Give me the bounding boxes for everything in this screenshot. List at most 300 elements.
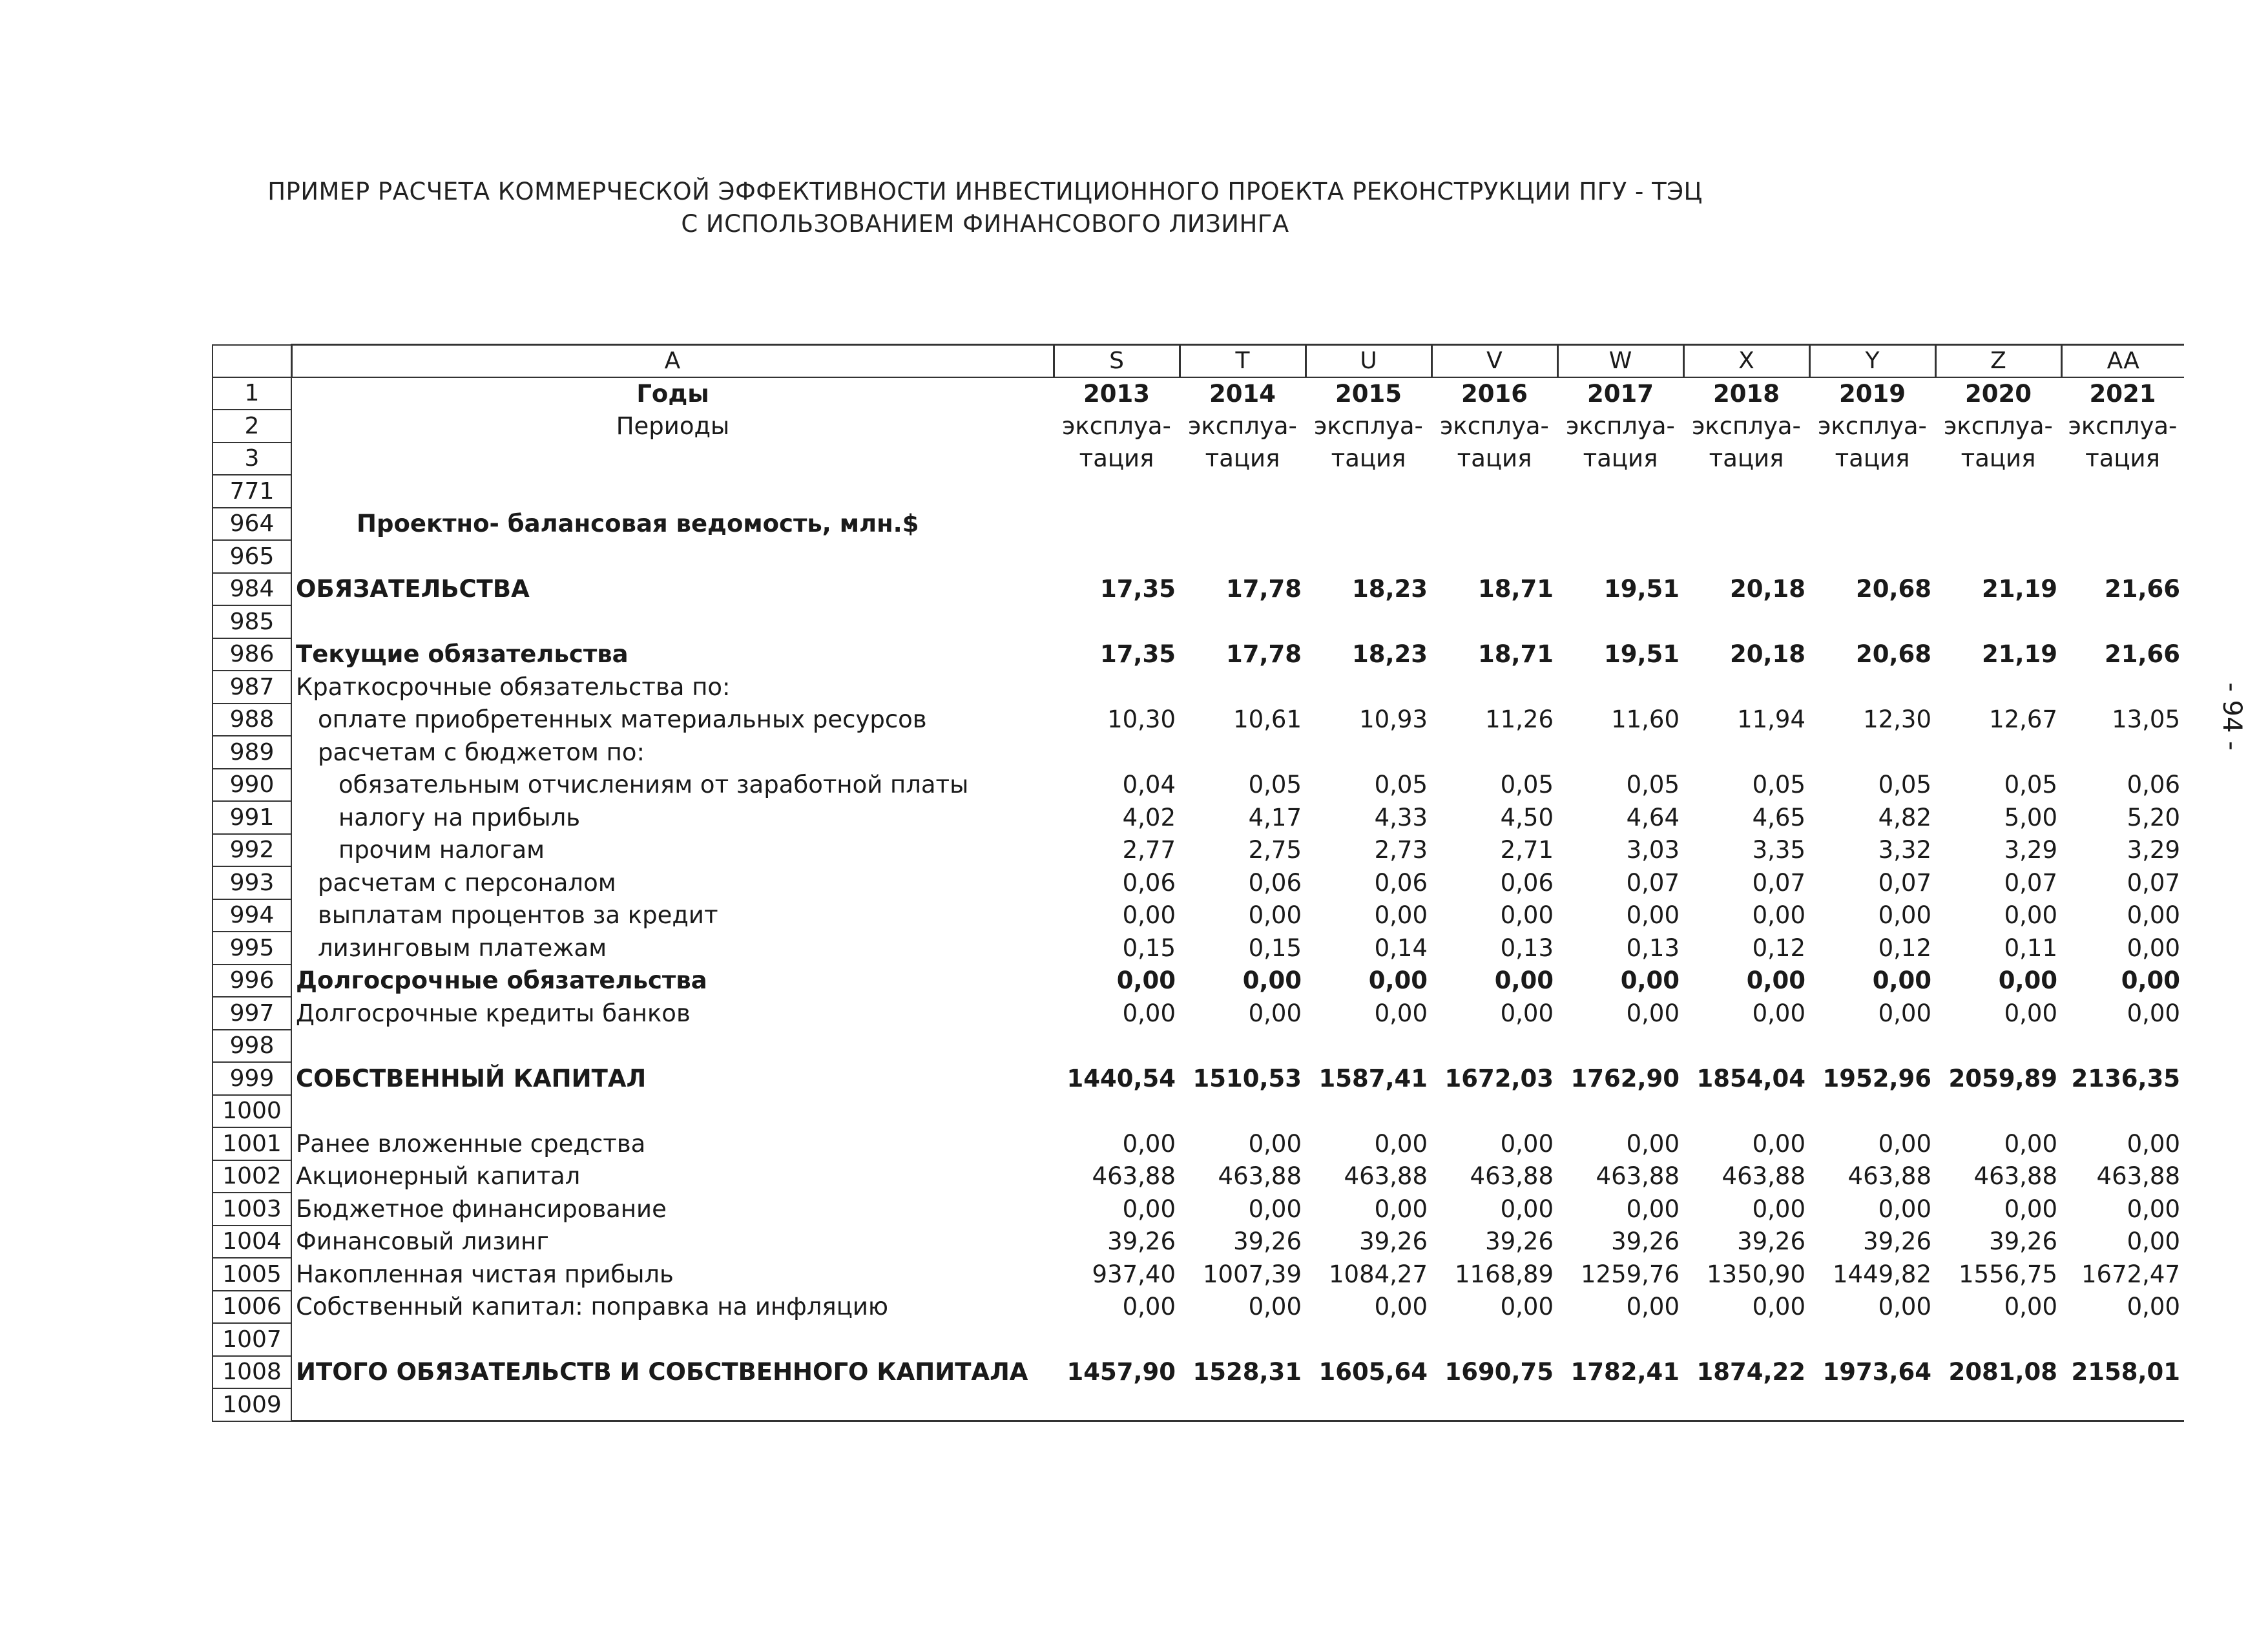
value-cell: 39,26	[1485, 1227, 1554, 1256]
table-row	[213, 736, 2184, 769]
year-cell: 2020	[1965, 379, 2032, 408]
value-cell: 39,26	[1233, 1227, 1302, 1256]
value-cell	[1557, 475, 1683, 508]
value-cell: 0,00	[1626, 999, 1680, 1027]
value-cell	[1809, 605, 1935, 638]
value-cell	[1935, 1095, 2061, 1128]
period-cell: тация	[2085, 444, 2160, 473]
years-row	[213, 377, 2184, 410]
periods-label: Периоды	[616, 412, 730, 440]
row-label: Финансовый лизинг	[296, 1227, 549, 1256]
value-cell: 0,04	[1122, 771, 1176, 799]
value-cell: 1587,41	[1318, 1064, 1428, 1092]
value-cell	[1431, 1323, 1557, 1356]
table-row	[213, 1030, 2184, 1063]
row-number: 1	[213, 377, 291, 410]
value-cell: 18,71	[1477, 640, 1554, 669]
value-cell: 0,00	[1626, 1293, 1680, 1321]
table-row	[213, 932, 2184, 965]
value-cell: 0,00	[1998, 966, 2057, 995]
value-cell: 0,12	[1878, 934, 1931, 962]
value-cell	[1683, 1095, 1809, 1128]
table-row	[213, 997, 2184, 1030]
row-number: 995	[213, 932, 291, 965]
value-cell: 39,26	[1611, 1227, 1680, 1256]
value-cell	[1180, 736, 1306, 769]
value-cell: 0,06	[1374, 868, 1428, 897]
row-number: 991	[213, 801, 291, 834]
value-cell: 0,00	[2127, 1293, 2180, 1321]
value-cell: 0,06	[2127, 771, 2180, 799]
value-cell: 1556,75	[1958, 1260, 2057, 1288]
value-cell: 11,94	[1737, 705, 1805, 734]
corner-cell	[213, 345, 291, 377]
value-cell: 1510,53	[1192, 1064, 1302, 1092]
value-cell: 0,00	[1752, 1129, 1805, 1158]
table-row	[213, 1291, 2184, 1324]
value-cell: 0,07	[1878, 868, 1931, 897]
period-cell: эксплуа-	[1566, 412, 1675, 440]
value-cell	[1306, 475, 1431, 508]
value-cell: 20,68	[1855, 640, 1931, 669]
value-cell: 1854,04	[1696, 1064, 1805, 1092]
value-cell: 0,00	[2127, 999, 2180, 1027]
value-cell: 0,00	[1752, 1293, 1805, 1321]
value-cell	[1809, 475, 1935, 508]
value-cell: 0,00	[1122, 1129, 1176, 1158]
value-cell: 0,00	[2127, 1129, 2180, 1158]
row-label: СОБСТВЕННЫЙ КАПИТАЛ	[296, 1064, 647, 1092]
table-row	[213, 899, 2184, 932]
value-cell: 1449,82	[1832, 1260, 1931, 1288]
value-cell: 0,00	[1368, 966, 1428, 995]
value-cell: 39,26	[1107, 1227, 1176, 1256]
value-cell	[1180, 605, 1306, 638]
value-cell	[1306, 671, 1431, 704]
value-cell: 3,03	[1626, 836, 1680, 864]
value-cell	[1431, 1388, 1557, 1421]
table-row	[213, 475, 2184, 508]
row-number: 985	[213, 605, 291, 638]
value-cell: 17,35	[1099, 640, 1176, 669]
value-cell	[2061, 1388, 2184, 1421]
year-cell: 2021	[2089, 379, 2156, 408]
value-cell	[1306, 605, 1431, 638]
table-row	[213, 671, 2184, 704]
value-cell	[1431, 671, 1557, 704]
value-cell	[1054, 1388, 1180, 1421]
table-row	[213, 834, 2184, 867]
value-cell	[2061, 736, 2184, 769]
value-cell: 937,40	[1092, 1260, 1176, 1288]
col-letter: Y	[1809, 345, 1935, 377]
row-number: 990	[213, 769, 291, 802]
value-cell: 0,00	[1116, 966, 1176, 995]
row-number: 771	[213, 475, 291, 508]
value-cell	[1431, 736, 1557, 769]
row-label	[291, 1388, 1054, 1421]
year-cell: 2013	[1083, 379, 1150, 408]
year-cell: 2017	[1587, 379, 1654, 408]
table-row	[213, 965, 2184, 997]
value-cell: 3,29	[2004, 836, 2057, 864]
value-cell: 0,00	[1122, 1195, 1176, 1223]
row-number: 1001	[213, 1127, 291, 1160]
value-cell: 1440,54	[1066, 1064, 1176, 1092]
value-cell: 0,06	[1248, 868, 1302, 897]
value-cell	[1054, 605, 1180, 638]
value-cell: 0,00	[1626, 1195, 1680, 1223]
value-cell: 0,00	[1374, 1129, 1428, 1158]
value-cell: 0,00	[1500, 999, 1554, 1027]
value-cell	[1557, 605, 1683, 638]
value-cell: 0,00	[1752, 999, 1805, 1027]
value-cell	[2061, 605, 2184, 638]
value-cell: 0,07	[1752, 868, 1805, 897]
value-cell: 463,88	[1344, 1162, 1428, 1191]
value-cell: 2158,01	[2071, 1358, 2180, 1386]
period-cell: эксплуа-	[1818, 412, 1927, 440]
period-cell: эксплуа-	[1188, 412, 1297, 440]
value-cell: 0,00	[1122, 1293, 1176, 1321]
value-cell	[1935, 605, 2061, 638]
table-row	[213, 1127, 2184, 1160]
value-cell	[1306, 540, 1431, 573]
value-cell	[1809, 540, 1935, 573]
table-row	[213, 1062, 2184, 1095]
value-cell: 18,23	[1351, 640, 1428, 669]
value-cell: 0,00	[2127, 1195, 2180, 1223]
row-number: 999	[213, 1062, 291, 1095]
value-cell	[1306, 736, 1431, 769]
value-cell: 4,02	[1122, 803, 1176, 831]
value-cell: 0,00	[1374, 999, 1428, 1027]
value-cell: 0,13	[1500, 934, 1554, 962]
value-cell	[1935, 1388, 2061, 1421]
value-cell	[1557, 1323, 1683, 1356]
value-cell: 0,00	[2004, 1195, 2057, 1223]
row-number: 993	[213, 866, 291, 899]
column-letter-row	[213, 345, 2184, 377]
value-cell	[1054, 540, 1180, 573]
period-cell: эксплуа-	[1944, 412, 2053, 440]
value-cell: 0,00	[1374, 1195, 1428, 1223]
value-cell: 39,26	[1359, 1227, 1428, 1256]
value-cell: 463,88	[1470, 1162, 1554, 1191]
value-cell: 0,15	[1122, 934, 1176, 962]
value-cell	[1306, 1323, 1431, 1356]
table-row	[213, 704, 2184, 736]
value-cell: 1457,90	[1066, 1358, 1176, 1386]
value-cell: 0,05	[1878, 771, 1931, 799]
value-cell: 12,30	[1863, 705, 1931, 734]
col-letter: W	[1557, 345, 1683, 377]
row-number: 965	[213, 540, 291, 573]
value-cell	[1180, 1030, 1306, 1063]
value-cell: 10,30	[1107, 705, 1176, 734]
row-number: 992	[213, 834, 291, 867]
value-cell	[1935, 540, 2061, 573]
value-cell: 0,00	[2004, 1129, 2057, 1158]
value-cell: 0,00	[2121, 966, 2180, 995]
row-number: 1003	[213, 1193, 291, 1226]
value-cell	[1683, 736, 1809, 769]
value-cell: 463,88	[2096, 1162, 2180, 1191]
value-cell: 0,05	[1500, 771, 1554, 799]
value-cell	[1683, 1323, 1809, 1356]
col-letter: S	[1054, 345, 1180, 377]
balance-sheet-table	[212, 344, 2184, 1422]
value-cell	[1557, 1388, 1683, 1421]
value-cell: 0,00	[2004, 901, 2057, 930]
value-cell	[1180, 671, 1306, 704]
value-cell	[1306, 1095, 1431, 1128]
table-row	[213, 1356, 2184, 1389]
value-cell: 0,00	[1248, 1129, 1302, 1158]
value-cell: 21,19	[1981, 640, 2057, 669]
value-cell: 0,00	[2127, 1227, 2180, 1256]
period-cell: эксплуа-	[1062, 412, 1171, 440]
row-label	[291, 1095, 1054, 1128]
value-cell	[1557, 736, 1683, 769]
row-label: Проектно- балансовая ведомость, млн.$	[357, 510, 919, 538]
value-cell	[1557, 540, 1683, 573]
row-label: оплате приобретенных материальных ресурсов	[318, 705, 927, 734]
value-cell: 39,26	[1989, 1227, 2057, 1256]
value-cell: 18,23	[1351, 575, 1428, 603]
row-label	[291, 605, 1054, 638]
value-cell: 0,00	[2004, 999, 2057, 1027]
value-cell: 18,71	[1477, 575, 1554, 603]
value-cell: 0,00	[1248, 999, 1302, 1027]
value-cell: 39,26	[1863, 1227, 1931, 1256]
table-row	[213, 573, 2184, 606]
value-cell: 0,00	[2127, 934, 2180, 962]
table-row	[213, 769, 2184, 802]
page-number: - 94 -	[2217, 682, 2247, 751]
value-cell	[1557, 508, 1683, 541]
value-cell	[1054, 736, 1180, 769]
value-cell: 0,07	[2004, 868, 2057, 897]
value-cell: 4,82	[1878, 803, 1931, 831]
row-label: Текущие обязательства	[296, 640, 629, 669]
row-label	[291, 1030, 1054, 1063]
year-cell: 2014	[1209, 379, 1276, 408]
period-cell: эксплуа-	[1314, 412, 1423, 440]
value-cell	[1054, 671, 1180, 704]
row-label: ИТОГО ОБЯЗАТЕЛЬСТВ И СОБСТВЕННОГО КАПИТАЛА	[296, 1358, 1028, 1386]
value-cell: 0,13	[1626, 934, 1680, 962]
row-number: 988	[213, 704, 291, 736]
value-cell	[1054, 475, 1180, 508]
value-cell	[1431, 540, 1557, 573]
value-cell: 1350,90	[1706, 1260, 1805, 1288]
table-row	[213, 1095, 2184, 1128]
year-cell: 2019	[1839, 379, 1906, 408]
value-cell: 21,66	[2104, 575, 2180, 603]
value-cell	[1180, 475, 1306, 508]
value-cell: 1084,27	[1328, 1260, 1428, 1288]
value-cell	[1054, 1030, 1180, 1063]
value-cell: 1672,47	[2081, 1260, 2180, 1288]
col-letter: X	[1683, 345, 1809, 377]
value-cell	[1180, 1323, 1306, 1356]
value-cell: 0,00	[1122, 901, 1176, 930]
value-cell: 0,06	[1122, 868, 1176, 897]
value-cell: 0,06	[1500, 868, 1554, 897]
row-label: обязательным отчислениям от заработной платы	[338, 771, 969, 799]
row-number: 1005	[213, 1258, 291, 1291]
value-cell	[1683, 540, 1809, 573]
value-cell: 0,00	[1878, 901, 1931, 930]
value-cell	[1431, 1095, 1557, 1128]
row-number: 986	[213, 638, 291, 671]
value-cell: 0,12	[1752, 934, 1805, 962]
value-cell	[1683, 475, 1809, 508]
value-cell: 4,64	[1626, 803, 1680, 831]
value-cell	[1809, 671, 1935, 704]
value-cell: 4,50	[1500, 803, 1554, 831]
value-cell: 20,18	[1729, 575, 1805, 603]
value-cell: 0,00	[1626, 1129, 1680, 1158]
value-cell	[1054, 508, 1180, 541]
value-cell: 17,78	[1225, 575, 1302, 603]
value-cell: 3,32	[1878, 836, 1931, 864]
row-number: 1002	[213, 1160, 291, 1193]
value-cell: 0,00	[1248, 1293, 1302, 1321]
row-number: 1008	[213, 1356, 291, 1389]
table-row	[213, 1160, 2184, 1193]
value-cell	[1054, 1095, 1180, 1128]
value-cell: 19,51	[1603, 575, 1680, 603]
period-cell: эксплуа-	[1692, 412, 1801, 440]
value-cell	[2061, 1323, 2184, 1356]
value-cell: 2,77	[1122, 836, 1176, 864]
title-line-2: С ИСПОЛЬЗОВАНИЕМ ФИНАНСОВОГО ЛИЗИНГА	[681, 210, 1289, 238]
value-cell	[1180, 1388, 1306, 1421]
row-label: Собственный капитал: поправка на инфляцию	[296, 1293, 889, 1321]
value-cell: 0,00	[1878, 1129, 1931, 1158]
value-cell	[1809, 1323, 1935, 1356]
row-label	[291, 475, 1054, 508]
value-cell	[1935, 1030, 2061, 1063]
value-cell	[1809, 1388, 1935, 1421]
table-row	[213, 605, 2184, 638]
value-cell: 1973,64	[1822, 1358, 1931, 1386]
table-row	[213, 866, 2184, 899]
value-cell: 1672,03	[1444, 1064, 1554, 1092]
value-cell: 0,00	[1248, 901, 1302, 930]
periods-row-2	[213, 443, 2184, 475]
value-cell: 3,29	[2127, 836, 2180, 864]
row-number: 1009	[213, 1388, 291, 1421]
row-label: Краткосрочные обязательства по:	[296, 673, 731, 701]
value-cell	[1809, 1030, 1935, 1063]
value-cell: 0,00	[1122, 999, 1176, 1027]
value-cell: 4,65	[1752, 803, 1805, 831]
value-cell	[1683, 605, 1809, 638]
value-cell: 17,35	[1099, 575, 1176, 603]
value-cell: 0,07	[2127, 868, 2180, 897]
row-number: 3	[213, 443, 291, 475]
value-cell: 1762,90	[1570, 1064, 1680, 1092]
year-cell: 2016	[1461, 379, 1528, 408]
col-letter: AA	[2061, 345, 2184, 377]
value-cell: 0,00	[1494, 966, 1554, 995]
value-cell: 10,93	[1359, 705, 1428, 734]
value-cell	[1935, 508, 2061, 541]
value-cell	[1431, 508, 1557, 541]
value-cell: 0,00	[1500, 901, 1554, 930]
value-cell: 20,68	[1855, 575, 1931, 603]
value-cell	[1306, 508, 1431, 541]
value-cell	[1809, 1095, 1935, 1128]
value-cell	[1683, 508, 1809, 541]
value-cell: 5,20	[2127, 803, 2180, 831]
value-cell: 1690,75	[1444, 1358, 1554, 1386]
year-cell: 2018	[1713, 379, 1780, 408]
value-cell	[1809, 736, 1935, 769]
row-number: 1007	[213, 1323, 291, 1356]
col-letter: U	[1306, 345, 1431, 377]
row-label: лизинговым платежам	[318, 934, 607, 962]
value-cell: 39,26	[1737, 1227, 1805, 1256]
value-cell: 1168,89	[1454, 1260, 1554, 1288]
value-cell: 0,00	[1500, 1129, 1554, 1158]
value-cell	[1683, 1030, 1809, 1063]
table-row	[213, 540, 2184, 573]
table-row	[213, 1258, 2184, 1291]
value-cell	[1306, 1030, 1431, 1063]
value-cell: 0,00	[1374, 901, 1428, 930]
value-cell: 0,00	[1500, 1293, 1554, 1321]
row-number: 1006	[213, 1291, 291, 1324]
value-cell: 0,05	[1248, 771, 1302, 799]
value-cell: 0,00	[1242, 966, 1302, 995]
value-cell: 1007,39	[1202, 1260, 1302, 1288]
value-cell: 0,14	[1374, 934, 1428, 962]
value-cell: 4,17	[1248, 803, 1302, 831]
value-cell: 1259,76	[1580, 1260, 1680, 1288]
value-cell: 0,11	[2004, 934, 2057, 962]
value-cell: 1528,31	[1192, 1358, 1302, 1386]
value-cell: 2,73	[1374, 836, 1428, 864]
value-cell	[1180, 1095, 1306, 1128]
document-title	[0, 176, 1970, 240]
value-cell: 0,00	[2127, 901, 2180, 930]
value-cell: 463,88	[1092, 1162, 1176, 1191]
period-cell: тация	[1961, 444, 2036, 473]
value-cell: 0,00	[2004, 1293, 2057, 1321]
value-cell: 2,75	[1248, 836, 1302, 864]
value-cell	[2061, 475, 2184, 508]
period-cell: тация	[1709, 444, 1784, 473]
row-number: 994	[213, 899, 291, 932]
row-label: налогу на прибыль	[338, 803, 581, 831]
row-label: Накопленная чистая прибыль	[296, 1260, 674, 1288]
value-cell: 0,00	[1500, 1195, 1554, 1223]
value-cell: 0,00	[1878, 999, 1931, 1027]
value-cell: 19,51	[1603, 640, 1680, 669]
value-cell	[1054, 1323, 1180, 1356]
row-label: Долгосрочные кредиты банков	[296, 999, 691, 1027]
value-cell	[1431, 1030, 1557, 1063]
value-cell: 0,00	[1878, 1293, 1931, 1321]
value-cell: 0,00	[1248, 1195, 1302, 1223]
value-cell: 0,00	[1752, 901, 1805, 930]
value-cell	[1809, 508, 1935, 541]
row-label	[291, 443, 1054, 475]
